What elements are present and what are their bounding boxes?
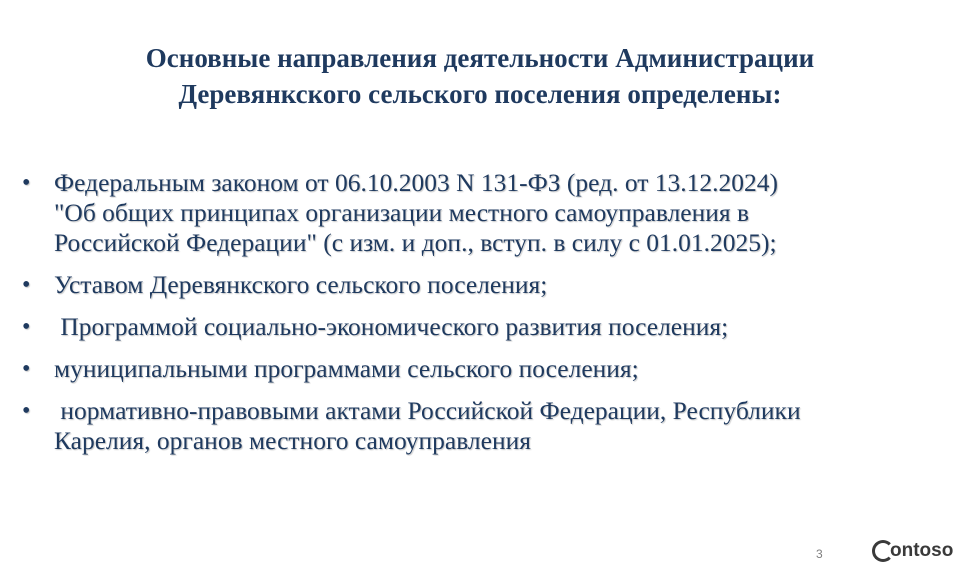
bullet-line: нормативно-правовыми актами Российской Федерации, Республики [54, 396, 801, 425]
bullet-icon: • [22, 356, 31, 382]
bullet-icon: • [22, 398, 31, 424]
bullet-line: Федеральным законом от 06.10.2003 N 131-ФЗ (ред. от 13.12.2024) [54, 168, 779, 197]
bullet-list [18, 168, 940, 468]
bullet-icon: • [22, 170, 31, 196]
bullet-item [18, 312, 940, 342]
bullet-line: "Об общих принципах организации местного самоуправления в [54, 198, 750, 227]
bullet-item [18, 168, 940, 258]
bullet-line: Российской Федерации" (с изм. и доп., вступ. в силу с 01.01.2025); [54, 228, 777, 257]
bullet-line: муниципальными программами сельского поселения; [54, 354, 639, 383]
bullet-item [18, 354, 940, 384]
slide-title-line-1: Основные направления деятельности Администрации [145, 43, 815, 73]
bullet-icon: • [22, 272, 31, 298]
bullet-item [18, 270, 940, 300]
bullet-item [18, 396, 940, 456]
page-number: 3 [816, 547, 823, 561]
slide-title [60, 40, 900, 112]
slide-title-line-2: Деревянкского сельского поселения определены: [178, 79, 782, 109]
logo-text: ontoso [890, 540, 954, 561]
bullet-icon: • [22, 314, 31, 340]
bullet-line: Программой социально-экономического развития поселения; [54, 312, 729, 341]
bullet-line: Карелия, органов местного самоуправления [54, 426, 531, 455]
bullet-line: Уставом Деревянкского сельского поселения; [54, 270, 548, 299]
contoso-logo [872, 540, 953, 562]
